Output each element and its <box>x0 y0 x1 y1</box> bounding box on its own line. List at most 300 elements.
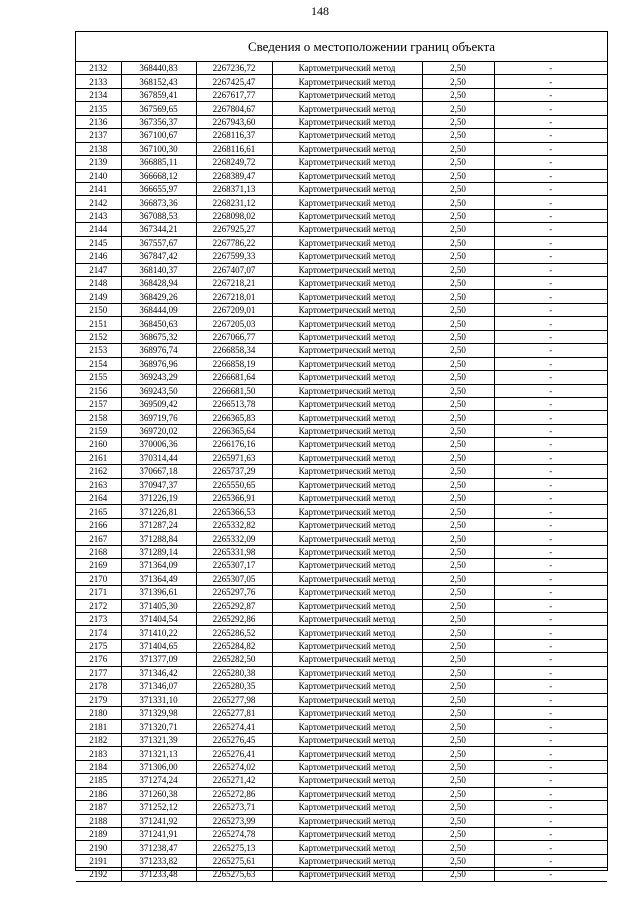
table-row <box>76 599 607 612</box>
note-cell: - <box>494 532 607 545</box>
y-coordinate-cell: 2265307,05 <box>196 572 272 585</box>
method-cell: Картометрический метод <box>272 827 422 840</box>
y-coordinate-cell: 2267617,77 <box>196 88 272 101</box>
note-cell: - <box>494 733 607 746</box>
y-coordinate-cell: 2267209,01 <box>196 303 272 316</box>
y-coordinate-cell: 2266858,34 <box>196 344 272 357</box>
note-cell: - <box>494 545 607 558</box>
note-cell: - <box>494 88 607 101</box>
table-row <box>76 787 607 800</box>
point-number-cell: 2138 <box>76 142 121 155</box>
y-coordinate-cell: 2265280,35 <box>196 680 272 693</box>
table-row <box>76 156 607 169</box>
note-cell: - <box>494 586 607 599</box>
note-cell: - <box>494 478 607 491</box>
note-cell: - <box>494 680 607 693</box>
x-coordinate-cell: 371410,22 <box>121 626 196 639</box>
table-row <box>76 586 607 599</box>
y-coordinate-cell: 2265286,52 <box>196 626 272 639</box>
y-coordinate-cell: 2267425,47 <box>196 75 272 88</box>
point-number-cell: 2151 <box>76 317 121 330</box>
x-coordinate-cell: 371321,13 <box>121 747 196 760</box>
accuracy-cell: 2,50 <box>422 572 494 585</box>
note-cell: - <box>494 612 607 625</box>
point-number-cell: 2134 <box>76 88 121 101</box>
x-coordinate-cell: 371226,19 <box>121 492 196 505</box>
method-cell: Картометрический метод <box>272 465 422 478</box>
y-coordinate-cell: 2265971,63 <box>196 451 272 464</box>
note-cell: - <box>494 263 607 276</box>
method-cell: Картометрический метод <box>272 626 422 639</box>
accuracy-cell: 2,50 <box>422 357 494 370</box>
x-coordinate-cell: 367859,41 <box>121 88 196 101</box>
accuracy-cell: 2,50 <box>422 75 494 88</box>
table-row <box>76 720 607 733</box>
note-cell: - <box>494 411 607 424</box>
y-coordinate-cell: 2267236,72 <box>196 62 272 75</box>
x-coordinate-cell: 368428,94 <box>121 277 196 290</box>
point-number-cell: 2175 <box>76 639 121 652</box>
table-row <box>76 693 607 706</box>
note-cell: - <box>494 760 607 773</box>
accuracy-cell: 2,50 <box>422 223 494 236</box>
point-number-cell: 2159 <box>76 424 121 437</box>
table-row <box>76 357 607 370</box>
accuracy-cell: 2,50 <box>422 478 494 491</box>
method-cell: Картометрический метод <box>272 747 422 760</box>
point-number-cell: 2135 <box>76 102 121 115</box>
note-cell: - <box>494 384 607 397</box>
accuracy-cell: 2,50 <box>422 680 494 693</box>
point-number-cell: 2171 <box>76 586 121 599</box>
point-number-cell: 2162 <box>76 465 121 478</box>
y-coordinate-cell: 2265277,98 <box>196 693 272 706</box>
y-coordinate-cell: 2267066,77 <box>196 330 272 343</box>
note-cell: - <box>494 492 607 505</box>
table-row <box>76 250 607 263</box>
note-cell: - <box>494 854 607 867</box>
accuracy-cell: 2,50 <box>422 720 494 733</box>
accuracy-cell: 2,50 <box>422 639 494 652</box>
point-number-cell: 2153 <box>76 344 121 357</box>
y-coordinate-cell: 2267218,01 <box>196 290 272 303</box>
point-number-cell: 2139 <box>76 156 121 169</box>
table-row <box>76 397 607 410</box>
method-cell: Картометрический метод <box>272 263 422 276</box>
table-row <box>76 841 607 854</box>
table-row <box>76 814 607 827</box>
note-cell: - <box>494 129 607 142</box>
method-cell: Картометрический метод <box>272 411 422 424</box>
x-coordinate-cell: 368440,83 <box>121 62 196 75</box>
accuracy-cell: 2,50 <box>422 142 494 155</box>
table-title: Сведения о местоположении границ объекта <box>76 32 607 62</box>
table-row <box>76 102 607 115</box>
point-number-cell: 2154 <box>76 357 121 370</box>
y-coordinate-cell: 2268116,61 <box>196 142 272 155</box>
note-cell: - <box>494 236 607 249</box>
method-cell: Картометрический метод <box>272 209 422 222</box>
x-coordinate-cell: 367344,21 <box>121 223 196 236</box>
point-number-cell: 2168 <box>76 545 121 558</box>
table-row <box>76 438 607 451</box>
method-cell: Картометрический метод <box>272 666 422 679</box>
point-number-cell: 2147 <box>76 263 121 276</box>
accuracy-cell: 2,50 <box>422 774 494 787</box>
method-cell: Картометрический метод <box>272 599 422 612</box>
x-coordinate-cell: 371404,65 <box>121 639 196 652</box>
accuracy-cell: 2,50 <box>422 518 494 531</box>
note-cell: - <box>494 774 607 787</box>
accuracy-cell: 2,50 <box>422 854 494 867</box>
y-coordinate-cell: 2265275,13 <box>196 841 272 854</box>
x-coordinate-cell: 366655,97 <box>121 182 196 195</box>
method-cell: Картометрический метод <box>272 88 422 101</box>
y-coordinate-cell: 2265366,53 <box>196 505 272 518</box>
method-cell: Картометрический метод <box>272 438 422 451</box>
note-cell: - <box>494 827 607 840</box>
x-coordinate-cell: 371260,38 <box>121 787 196 800</box>
point-number-cell: 2183 <box>76 747 121 760</box>
x-coordinate-cell: 368140,37 <box>121 263 196 276</box>
point-number-cell: 2150 <box>76 303 121 316</box>
table-row <box>76 223 607 236</box>
y-coordinate-cell: 2265550,65 <box>196 478 272 491</box>
table-row <box>76 330 607 343</box>
method-cell: Картометрический метод <box>272 384 422 397</box>
note-cell: - <box>494 75 607 88</box>
y-coordinate-cell: 2265297,76 <box>196 586 272 599</box>
x-coordinate-cell: 371331,10 <box>121 693 196 706</box>
table-row <box>76 854 607 867</box>
method-cell: Картометрический метод <box>272 236 422 249</box>
point-number-cell: 2156 <box>76 384 121 397</box>
table-row <box>76 411 607 424</box>
table-row <box>76 142 607 155</box>
table-row <box>76 236 607 249</box>
accuracy-cell: 2,50 <box>422 303 494 316</box>
y-coordinate-cell: 2265273,99 <box>196 814 272 827</box>
method-cell: Картометрический метод <box>272 75 422 88</box>
table-row <box>76 384 607 397</box>
point-number-cell: 2179 <box>76 693 121 706</box>
y-coordinate-cell: 2265272,86 <box>196 787 272 800</box>
accuracy-cell: 2,50 <box>422 787 494 800</box>
accuracy-cell: 2,50 <box>422 532 494 545</box>
table-row <box>76 760 607 773</box>
note-cell: - <box>494 223 607 236</box>
method-cell: Картометрический метод <box>272 707 422 720</box>
accuracy-cell: 2,50 <box>422 250 494 263</box>
point-number-cell: 2178 <box>76 680 121 693</box>
x-coordinate-cell: 367569,65 <box>121 102 196 115</box>
note-cell: - <box>494 182 607 195</box>
method-cell: Картометрический метод <box>272 545 422 558</box>
x-coordinate-cell: 370667,18 <box>121 465 196 478</box>
accuracy-cell: 2,50 <box>422 505 494 518</box>
note-cell: - <box>494 868 607 881</box>
y-coordinate-cell: 2265307,17 <box>196 559 272 572</box>
y-coordinate-cell: 2265274,78 <box>196 827 272 840</box>
x-coordinate-cell: 367100,30 <box>121 142 196 155</box>
accuracy-cell: 2,50 <box>422 424 494 437</box>
y-coordinate-cell: 2265284,82 <box>196 639 272 652</box>
accuracy-cell: 2,50 <box>422 814 494 827</box>
y-coordinate-cell: 2266365,83 <box>196 411 272 424</box>
x-coordinate-cell: 368152,43 <box>121 75 196 88</box>
method-cell: Картометрический метод <box>272 62 422 75</box>
note-cell: - <box>494 102 607 115</box>
table-row <box>76 653 607 666</box>
y-coordinate-cell: 2266681,50 <box>196 384 272 397</box>
method-cell: Картометрический метод <box>272 451 422 464</box>
point-number-cell: 2166 <box>76 518 121 531</box>
method-cell: Картометрический метод <box>272 693 422 706</box>
note-cell: - <box>494 277 607 290</box>
x-coordinate-cell: 369719,76 <box>121 411 196 424</box>
method-cell: Картометрический метод <box>272 250 422 263</box>
method-cell: Картометрический метод <box>272 868 422 881</box>
x-coordinate-cell: 368429,26 <box>121 290 196 303</box>
point-number-cell: 2157 <box>76 397 121 410</box>
method-cell: Картометрический метод <box>272 397 422 410</box>
accuracy-cell: 2,50 <box>422 62 494 75</box>
method-cell: Картометрический метод <box>272 478 422 491</box>
note-cell: - <box>494 330 607 343</box>
point-number-cell: 2187 <box>76 801 121 814</box>
table-row <box>76 209 607 222</box>
note-cell: - <box>494 371 607 384</box>
note-cell: - <box>494 465 607 478</box>
y-coordinate-cell: 2266681,64 <box>196 371 272 384</box>
method-cell: Картометрический метод <box>272 102 422 115</box>
accuracy-cell: 2,50 <box>422 290 494 303</box>
method-cell: Картометрический метод <box>272 223 422 236</box>
coordinates-table-body <box>76 62 607 881</box>
table-row <box>76 303 607 316</box>
point-number-cell: 2136 <box>76 115 121 128</box>
accuracy-cell: 2,50 <box>422 397 494 410</box>
accuracy-cell: 2,50 <box>422 88 494 101</box>
accuracy-cell: 2,50 <box>422 733 494 746</box>
point-number-cell: 2142 <box>76 196 121 209</box>
coordinates-table <box>76 62 607 882</box>
note-cell: - <box>494 626 607 639</box>
accuracy-cell: 2,50 <box>422 129 494 142</box>
point-number-cell: 2185 <box>76 774 121 787</box>
x-coordinate-cell: 371321,39 <box>121 733 196 746</box>
accuracy-cell: 2,50 <box>422 277 494 290</box>
accuracy-cell: 2,50 <box>422 209 494 222</box>
accuracy-cell: 2,50 <box>422 384 494 397</box>
point-number-cell: 2172 <box>76 599 121 612</box>
x-coordinate-cell: 366885,11 <box>121 156 196 169</box>
accuracy-cell: 2,50 <box>422 344 494 357</box>
point-number-cell: 2189 <box>76 827 121 840</box>
accuracy-cell: 2,50 <box>422 599 494 612</box>
point-number-cell: 2181 <box>76 720 121 733</box>
note-cell: - <box>494 801 607 814</box>
x-coordinate-cell: 371289,14 <box>121 545 196 558</box>
note-cell: - <box>494 209 607 222</box>
accuracy-cell: 2,50 <box>422 653 494 666</box>
table-row <box>76 559 607 572</box>
table-row <box>76 263 607 276</box>
accuracy-cell: 2,50 <box>422 156 494 169</box>
y-coordinate-cell: 2265276,45 <box>196 733 272 746</box>
x-coordinate-cell: 370314,44 <box>121 451 196 464</box>
method-cell: Картометрический метод <box>272 317 422 330</box>
table-row <box>76 62 607 75</box>
x-coordinate-cell: 367100,67 <box>121 129 196 142</box>
note-cell: - <box>494 115 607 128</box>
table-row <box>76 612 607 625</box>
method-cell: Картометрический метод <box>272 774 422 787</box>
table-row <box>76 680 607 693</box>
accuracy-cell: 2,50 <box>422 827 494 840</box>
point-number-cell: 2170 <box>76 572 121 585</box>
point-number-cell: 2184 <box>76 760 121 773</box>
x-coordinate-cell: 369720,02 <box>121 424 196 437</box>
accuracy-cell: 2,50 <box>422 371 494 384</box>
note-cell: - <box>494 451 607 464</box>
table-row <box>76 801 607 814</box>
method-cell: Картометрический метод <box>272 801 422 814</box>
y-coordinate-cell: 2268098,02 <box>196 209 272 222</box>
x-coordinate-cell: 371364,49 <box>121 572 196 585</box>
y-coordinate-cell: 2268231,12 <box>196 196 272 209</box>
y-coordinate-cell: 2265276,41 <box>196 747 272 760</box>
y-coordinate-cell: 2267599,33 <box>196 250 272 263</box>
x-coordinate-cell: 371320,71 <box>121 720 196 733</box>
accuracy-cell: 2,50 <box>422 196 494 209</box>
x-coordinate-cell: 371329,98 <box>121 707 196 720</box>
method-cell: Картометрический метод <box>272 505 422 518</box>
method-cell: Картометрический метод <box>272 854 422 867</box>
method-cell: Картометрический метод <box>272 303 422 316</box>
x-coordinate-cell: 368450,63 <box>121 317 196 330</box>
y-coordinate-cell: 2265282,50 <box>196 653 272 666</box>
y-coordinate-cell: 2268389,47 <box>196 169 272 182</box>
accuracy-cell: 2,50 <box>422 626 494 639</box>
accuracy-cell: 2,50 <box>422 760 494 773</box>
method-cell: Картометрический метод <box>272 142 422 155</box>
table-row <box>76 707 607 720</box>
x-coordinate-cell: 366668,12 <box>121 169 196 182</box>
x-coordinate-cell: 367847,42 <box>121 250 196 263</box>
x-coordinate-cell: 371233,48 <box>121 868 196 881</box>
note-cell: - <box>494 787 607 800</box>
method-cell: Картометрический метод <box>272 559 422 572</box>
x-coordinate-cell: 371226,81 <box>121 505 196 518</box>
accuracy-cell: 2,50 <box>422 330 494 343</box>
note-cell: - <box>494 250 607 263</box>
y-coordinate-cell: 2267804,67 <box>196 102 272 115</box>
boundary-table-frame <box>75 31 608 880</box>
point-number-cell: 2191 <box>76 854 121 867</box>
note-cell: - <box>494 720 607 733</box>
y-coordinate-cell: 2265271,42 <box>196 774 272 787</box>
x-coordinate-cell: 367088,53 <box>121 209 196 222</box>
method-cell: Картометрический метод <box>272 586 422 599</box>
y-coordinate-cell: 2266365,64 <box>196 424 272 437</box>
note-cell: - <box>494 559 607 572</box>
note-cell: - <box>494 747 607 760</box>
x-coordinate-cell: 371404,54 <box>121 612 196 625</box>
method-cell: Картометрический метод <box>272 277 422 290</box>
table-row <box>76 424 607 437</box>
accuracy-cell: 2,50 <box>422 586 494 599</box>
y-coordinate-cell: 2265292,86 <box>196 612 272 625</box>
note-cell: - <box>494 693 607 706</box>
y-coordinate-cell: 2267407,07 <box>196 263 272 276</box>
x-coordinate-cell: 371274,24 <box>121 774 196 787</box>
x-coordinate-cell: 370947,37 <box>121 478 196 491</box>
table-row <box>76 572 607 585</box>
page-number: 148 <box>311 4 329 18</box>
point-number-cell: 2152 <box>76 330 121 343</box>
note-cell: - <box>494 666 607 679</box>
method-cell: Картометрический метод <box>272 344 422 357</box>
x-coordinate-cell: 371364,09 <box>121 559 196 572</box>
note-cell: - <box>494 317 607 330</box>
accuracy-cell: 2,50 <box>422 263 494 276</box>
note-cell: - <box>494 707 607 720</box>
table-row <box>76 169 607 182</box>
table-row <box>76 196 607 209</box>
table-row <box>76 774 607 787</box>
point-number-cell: 2143 <box>76 209 121 222</box>
table-row <box>76 545 607 558</box>
y-coordinate-cell: 2265280,38 <box>196 666 272 679</box>
point-number-cell: 2160 <box>76 438 121 451</box>
accuracy-cell: 2,50 <box>422 236 494 249</box>
y-coordinate-cell: 2267925,27 <box>196 223 272 236</box>
x-coordinate-cell: 366873,36 <box>121 196 196 209</box>
table-row <box>76 75 607 88</box>
x-coordinate-cell: 371241,91 <box>121 827 196 840</box>
table-row <box>76 532 607 545</box>
point-number-cell: 2148 <box>76 277 121 290</box>
y-coordinate-cell: 2265332,09 <box>196 532 272 545</box>
point-number-cell: 2141 <box>76 182 121 195</box>
x-coordinate-cell: 367356,37 <box>121 115 196 128</box>
x-coordinate-cell: 371287,24 <box>121 518 196 531</box>
table-row <box>76 478 607 491</box>
accuracy-cell: 2,50 <box>422 545 494 558</box>
table-row <box>76 277 607 290</box>
accuracy-cell: 2,50 <box>422 801 494 814</box>
x-coordinate-cell: 371377,09 <box>121 653 196 666</box>
point-number-cell: 2180 <box>76 707 121 720</box>
method-cell: Картометрический метод <box>272 424 422 437</box>
note-cell: - <box>494 814 607 827</box>
point-number-cell: 2192 <box>76 868 121 881</box>
note-cell: - <box>494 344 607 357</box>
note-cell: - <box>494 505 607 518</box>
note-cell: - <box>494 599 607 612</box>
y-coordinate-cell: 2265274,41 <box>196 720 272 733</box>
x-coordinate-cell: 371346,42 <box>121 666 196 679</box>
note-cell: - <box>494 303 607 316</box>
point-number-cell: 2146 <box>76 250 121 263</box>
accuracy-cell: 2,50 <box>422 465 494 478</box>
y-coordinate-cell: 2266176,16 <box>196 438 272 451</box>
method-cell: Картометрический метод <box>272 196 422 209</box>
note-cell: - <box>494 518 607 531</box>
note-cell: - <box>494 397 607 410</box>
x-coordinate-cell: 367557,67 <box>121 236 196 249</box>
